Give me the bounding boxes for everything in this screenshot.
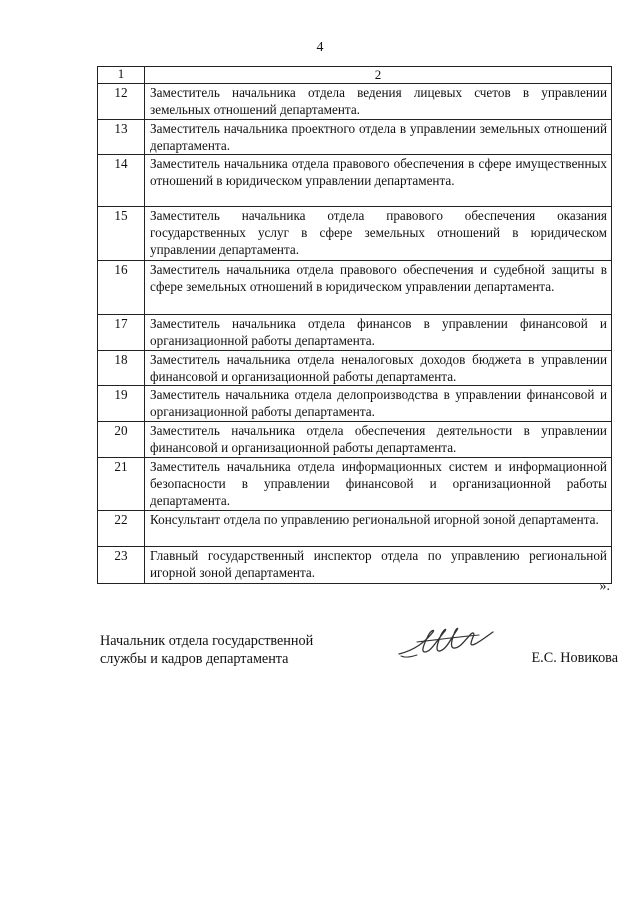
row-number: 16 xyxy=(98,261,145,315)
row-number: 13 xyxy=(98,120,145,155)
signer-title-line-1: Начальник отдела государственной xyxy=(100,633,314,649)
row-number: 14 xyxy=(98,155,145,207)
row-number: 19 xyxy=(98,386,145,422)
table-row xyxy=(98,315,612,351)
row-number: 21 xyxy=(98,458,145,511)
row-number: 17 xyxy=(98,315,145,351)
table-row xyxy=(98,351,612,386)
table-row xyxy=(98,84,612,120)
signer-title-line-2: службы и кадров департамента xyxy=(100,651,289,667)
header-col-1: 1 xyxy=(98,67,145,84)
row-number: 22 xyxy=(98,511,145,547)
row-text: Заместитель начальника отдела обеспечения деятельности в управлении финансовой и организационной работы департамента. xyxy=(145,422,612,458)
table-row xyxy=(98,547,612,584)
row-number: 23 xyxy=(98,547,145,584)
row-text: Заместитель начальника отдела информационных систем и информационной безопасности в управлении финансовой и организационной работы департамента. xyxy=(145,458,612,511)
closing-quote: ». xyxy=(599,579,610,594)
positions-table xyxy=(97,66,612,584)
row-number: 18 xyxy=(98,351,145,386)
table-row xyxy=(98,386,612,422)
table-row xyxy=(98,458,612,511)
signer-title xyxy=(100,632,313,668)
row-text: Заместитель начальника отдела правового обеспечения оказания государственных услуг в сфере земельных отношений в юридическом управлении департамента. xyxy=(145,207,612,261)
row-number: 15 xyxy=(98,207,145,261)
table-row xyxy=(98,155,612,207)
table-header-row xyxy=(98,67,612,84)
row-text: Заместитель начальника проектного отдела в управлении земельных отношений департамента. xyxy=(145,120,612,155)
table-row xyxy=(98,261,612,315)
table-row xyxy=(98,120,612,155)
row-number: 20 xyxy=(98,422,145,458)
table-row xyxy=(98,511,612,547)
table-row xyxy=(98,422,612,458)
row-text: Заместитель начальника отдела неналоговых доходов бюджета в управлении финансовой и организационной работы департамента. xyxy=(145,351,612,386)
row-text: Главный государственный инспектор отдела по управлению региональной игорной зоной департамента. xyxy=(145,547,612,584)
handwritten-signature xyxy=(395,622,505,662)
header-col-2: 2 xyxy=(145,67,612,84)
row-text: Консультант отдела по управлению региональной игорной зоной департамента. xyxy=(145,511,612,547)
row-text: Заместитель начальника отдела делопроизводства в управлении финансовой и организационной работы департамента. xyxy=(145,386,612,422)
row-number: 12 xyxy=(98,84,145,120)
table-row xyxy=(98,207,612,261)
page-number: 4 xyxy=(316,40,324,55)
signer-name: Е.С. Новикова xyxy=(531,650,618,666)
row-text: Заместитель начальника отдела правового обеспечения и судебной защиты в сфере земельных отношений в юридическом управлении департамента. xyxy=(145,261,612,315)
row-text: Заместитель начальника отдела ведения лицевых счетов в управлении земельных отношений департамента. xyxy=(145,84,612,120)
row-text: Заместитель начальника отдела правового обеспечения в сфере имущественных отношений в юридическом управлении департамента. xyxy=(145,155,612,207)
row-text: Заместитель начальника отдела финансов в управлении финансовой и организационной работы департамента. xyxy=(145,315,612,351)
